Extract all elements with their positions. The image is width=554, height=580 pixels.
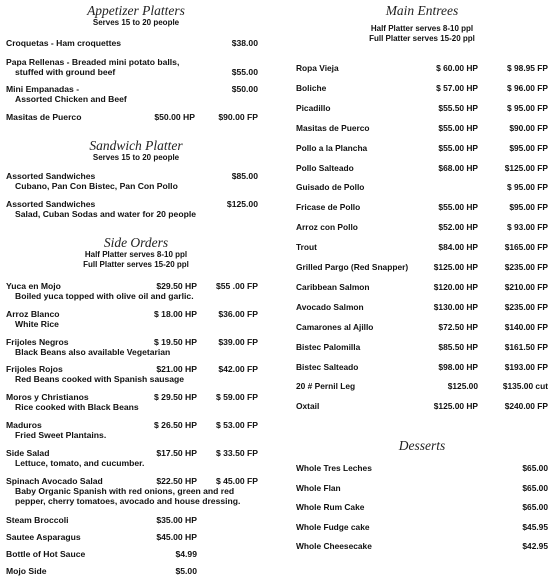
price-half: $22.50 HP (156, 476, 197, 486)
entree-row (296, 322, 554, 332)
menu-item: Papa Rellenas - Breaded mini potato balls, stuffed with ground beef $55.00 (6, 57, 258, 77)
price-half: $98.00 HP (438, 361, 478, 372)
price-half: $50.00 HP (154, 112, 195, 122)
entree-name: Pollo a la Plancha (296, 142, 368, 153)
appetizer-section-header (0, 4, 272, 28)
menu-item: Spinach Avocado Salad Baby Organic Spanish with red onions, green and red pepper, cherry tomatoes, avocado and house dressing. $22.50 HP $ 45.00 FP (6, 476, 258, 506)
price-full: $135.00 cut (502, 381, 548, 392)
desserts-title: Desserts (398, 438, 446, 453)
price-full: $ 95.00 FP (507, 182, 548, 193)
entree-name: Camarones al Ajillo (296, 321, 374, 332)
price-full: $ 98.95 FP (507, 63, 548, 73)
dessert-row (296, 463, 554, 473)
sides-subtitle-full: Full Platter serves 15-20 ppl (83, 259, 189, 269)
price-full: $ 33.50 FP (215, 448, 258, 458)
dessert-price: $42.95 (522, 541, 548, 551)
dessert-name: Whole Tres Leches (296, 463, 372, 473)
dessert-row (296, 522, 554, 532)
dessert-name: Whole Fudge cake (296, 521, 370, 532)
entree-name: Pollo Salteado (296, 162, 354, 173)
price-full: $ 45.00 FP (215, 476, 258, 486)
price-half: $125.00 HP (433, 262, 478, 272)
price-full: $36.00 FP (218, 309, 258, 319)
entree-row (296, 282, 554, 292)
price-full: $42.00 FP (218, 364, 258, 374)
entree-name: Arroz con Pollo (296, 222, 358, 233)
desserts-section-header (290, 439, 554, 453)
price-half: $21.00 HP (156, 364, 197, 374)
entree-row (296, 182, 554, 192)
price-half: $120.00 HP (433, 281, 478, 292)
price-full: $125.00 FP (504, 162, 548, 173)
entree-name: Guisado de Pollo (296, 182, 365, 193)
price-half: $29.50 HP (156, 281, 197, 291)
dessert-row (296, 483, 554, 493)
price-full: $ 93.00 FP (507, 222, 548, 233)
menu-item: Assorted Sandwiches Salad, Cuban Sodas and water for 20 people $125.00 (6, 199, 258, 219)
entrees-subtitle-full: Full Platter serves 15-20 ppl (369, 33, 475, 43)
menu-item: Croquetas - Ham croquettes $38.00 (6, 38, 258, 48)
entree-row (296, 362, 554, 372)
price-half: $55.00 HP (438, 122, 478, 133)
price-half: $ 57.00 HP (436, 82, 478, 93)
price-half: $84.00 HP (438, 242, 478, 253)
dessert-price: $65.00 (522, 502, 548, 512)
entree-row (296, 103, 554, 113)
entree-row (296, 163, 554, 173)
price-full: $ 95.00 FP (507, 102, 548, 113)
price-full: $55 .00 FP (215, 281, 258, 291)
price-half: $ 26.50 HP (154, 420, 197, 430)
price-half: $ 60.00 HP (436, 63, 478, 73)
dessert-name: Whole Flan (296, 482, 341, 493)
dessert-name: Whole Cheesecake (296, 541, 372, 551)
entree-name: 20 # Pernil Leg (296, 381, 356, 392)
entree-name: Masitas de Puerco (296, 122, 370, 133)
entree-row (296, 63, 554, 73)
price-half: $4.99 (175, 549, 197, 559)
menu-item: Yuca en Mojo Boiled yuca topped with olive oil and garlic. $29.50 HP $55 .00 FP (6, 281, 258, 301)
price-full: $140.00 FP (504, 321, 548, 332)
price-half: $125.00 (447, 381, 478, 392)
entree-name: Avocado Salmon (296, 301, 364, 312)
appetizer-title: Appetizer Platters (87, 3, 185, 18)
entree-row (296, 202, 554, 212)
price-full: $125.00 (226, 199, 258, 209)
dessert-price: $65.00 (522, 463, 548, 473)
entree-row (296, 83, 554, 93)
price-half: $17.50 HP (156, 448, 197, 458)
price-full: $ 96.00 FP (507, 82, 548, 93)
price-half: $45.00 HP (156, 532, 197, 542)
entree-row (296, 302, 554, 312)
price-half: $52.00 HP (438, 222, 478, 233)
price-half: $ 29.50 HP (154, 392, 197, 402)
entree-name: Ropa Vieja (296, 63, 339, 73)
entree-name: Oxtail (296, 401, 320, 412)
menu-item: Assorted Sandwiches Cubano, Pan Con Bistec, Pan Con Pollo $85.00 (6, 171, 258, 191)
sides-subtitle-half: Half Platter serves 8-10 ppl (84, 250, 188, 259)
menu-item: Sautee Asparagus $45.00 HP (6, 532, 197, 542)
entree-name: Bistec Salteado (296, 361, 359, 372)
entree-name: Boliche (296, 82, 327, 93)
entree-row (296, 123, 554, 133)
price-full: $ 59.00 FP (215, 392, 258, 402)
entree-name: Trout (296, 242, 317, 253)
sandwich-section-header (0, 139, 272, 163)
price-half: $5.00 (175, 566, 197, 576)
entree-name: Picadillo (296, 102, 331, 113)
price-full: $55.00 (231, 67, 258, 77)
menu-item: Side Salad Lettuce, tomato, and cucumber. $17.50 HP $ 33.50 FP (6, 448, 258, 468)
sides-section-header (0, 236, 272, 269)
entree-name: Bistec Palomilla (296, 341, 361, 352)
menu-item: Maduros Fried Sweet Plantains. $ 26.50 HP $ 53.00 FP (6, 420, 258, 440)
menu-item: Mojo Side $5.00 (6, 566, 197, 576)
price-full: $210.00 FP (504, 281, 548, 292)
entrees-section-header (290, 4, 554, 43)
menu-item: Masitas de Puerco $50.00 HP $90.00 FP (6, 112, 258, 122)
price-full: $38.00 (231, 38, 258, 48)
entrees-subtitle-half: Half Platter serves 8-10 ppl (370, 24, 474, 33)
menu-item: Mini Empanadas - Assorted Chicken and Beef $50.00 (6, 84, 258, 104)
price-full: $95.00 FP (509, 202, 548, 213)
sandwich-subtitle: Serves 15 to 20 people (92, 153, 180, 162)
entree-row (296, 342, 554, 352)
price-full: $50.00 (231, 84, 258, 94)
price-half: $ 19.50 HP (154, 337, 197, 347)
entree-name: Grilled Pargo (Red Snapper) (296, 262, 409, 272)
appetizer-subtitle: Serves 15 to 20 people (92, 18, 180, 27)
dessert-price: $65.00 (522, 482, 548, 493)
entree-name: Fricase de Pollo (296, 202, 361, 213)
menu-item: Frijoles Rojos Red Beans cooked with Spanish sausage $21.00 HP $42.00 FP (6, 364, 258, 384)
price-full: $90.00 FP (218, 112, 258, 122)
price-full: $90.00 FP (509, 122, 548, 133)
price-full: $240.00 FP (504, 401, 548, 412)
entrees-title: Main Entrees (385, 3, 459, 18)
price-half: $72.50 HP (438, 321, 478, 332)
price-half: $55.00 HP (438, 202, 478, 213)
menu-item: Arroz Blanco White Rice $ 18.00 HP $36.00 FP (6, 309, 258, 329)
price-half: $85.50 HP (438, 341, 478, 352)
price-half: $55.00 HP (438, 142, 478, 153)
sides-title: Side Orders (103, 235, 169, 250)
dessert-price: $45.95 (522, 521, 548, 532)
menu-item: Steam Broccoli $35.00 HP (6, 515, 197, 525)
entree-row (296, 262, 554, 272)
price-full: $165.00 FP (504, 242, 548, 253)
entree-row (296, 143, 554, 153)
dessert-name: Whole Rum Cake (296, 502, 365, 512)
price-half: $ 18.00 HP (154, 309, 197, 319)
menu-item: Moros y Christianos Rice cooked with Black Beans $ 29.50 HP $ 59.00 FP (6, 392, 258, 412)
price-full: $ 53.00 FP (215, 420, 258, 430)
dessert-row (296, 502, 554, 512)
price-full: $161.50 FP (504, 341, 548, 352)
entree-row (296, 242, 554, 252)
price-full: $235.00 FP (504, 301, 548, 312)
sandwich-title: Sandwich Platter (89, 138, 183, 153)
entree-name: Caribbean Salmon (296, 281, 370, 292)
price-half: $55.50 HP (438, 102, 478, 113)
price-half: $35.00 HP (156, 515, 197, 525)
price-full: $95.00 FP (509, 142, 548, 153)
price-half: $130.00 HP (433, 301, 478, 312)
price-full: $39.00 FP (218, 337, 258, 347)
price-half: $125.00 HP (433, 401, 478, 412)
price-full: $85.00 (231, 171, 258, 181)
entree-row (296, 222, 554, 232)
menu-item: Frijoles Negros Black Beans also available Vegetarian $ 19.50 HP $39.00 FP (6, 337, 258, 357)
entree-row (296, 401, 554, 411)
price-full: $193.00 FP (504, 361, 548, 372)
price-half: $68.00 HP (438, 162, 478, 173)
price-full: $235.00 FP (504, 262, 548, 272)
menu-item: Bottle of Hot Sauce $4.99 (6, 549, 197, 559)
dessert-row (296, 541, 554, 551)
entree-row (296, 381, 554, 391)
